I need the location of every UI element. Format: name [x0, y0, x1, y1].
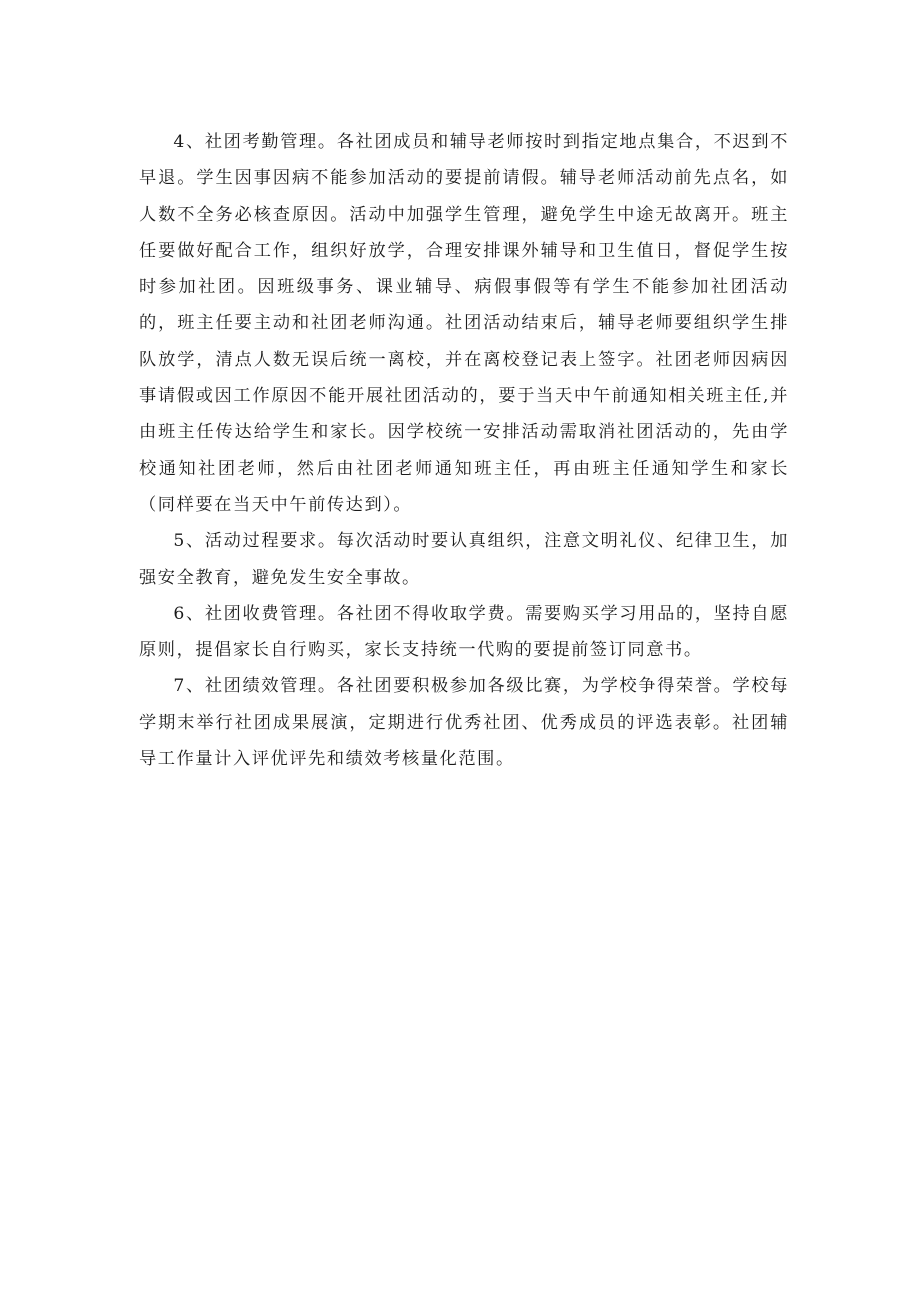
text-line: 知班主任，再由班主任通知学生和家长（同样要在当天中午前传达到）。 — [139, 458, 789, 515]
text-line: 于当天中午前通知相关班主任,并由班主任传达给学生和家长。因学校统一 — [139, 386, 789, 443]
text-line: 选表彰。社团辅导工作量计入评优评先和绩效考核量化范围。 — [139, 712, 790, 770]
text-line: 故离开。班主任要做好配合工作，组织好放学，合理安排课外辅导和卫生 — [139, 204, 789, 261]
paragraph-fee-management — [139, 596, 789, 669]
text-line: 誉。学校每学期末举行社团成果展演，定期进行优秀社团、优秀成员的评 — [139, 676, 789, 733]
text-line: 辅导老师要组织学生排队放学，清点人数无误后统一离校，并在离校登记 — [139, 313, 789, 370]
text-line: 5、活动过程要求。每次活动时要认真组织，注意文明礼仪、纪律卫生， — [173, 531, 771, 552]
text-line: 4、社团考勤管理。各社团成员和辅导老师按时到指定地点集合，不迟 — [173, 132, 752, 152]
text-line: 值日，督促学生按时参加社团。因班级事务、课业辅导、病假事假等有学 — [139, 240, 789, 298]
text-line: 表上签字。社团老师因病因事请假或因工作原因不能开展社团活动的，要 — [139, 349, 790, 407]
paragraph-activity-requirements — [139, 523, 789, 596]
paragraph-performance-management — [139, 668, 789, 777]
paragraph-attendance-management — [139, 124, 789, 523]
text-line: 加强安全教育，避免发生安全事故。 — [139, 531, 789, 588]
text-line: 点名，如人数不全务必核查原因。活动中加强学生管理，避免学生中途无 — [139, 168, 789, 225]
document-body — [139, 124, 789, 777]
text-line: 生不能参加社团活动的，班主任要主动和社团老师沟通。社团活动结束后， — [139, 277, 789, 334]
text-line: 6、社团收费管理。各社团不得收取学费。需要购买学习用品的，坚持 — [173, 603, 752, 624]
text-line: 到不早退。学生因事因病不能参加活动的要提前请假。辅导老师活动前先 — [139, 132, 789, 189]
text-line: 7、社团绩效管理。各社团要积极参加各级比赛，为学校争得荣 — [173, 676, 695, 697]
text-line: 安排活动需取消社团活动的，先由学校通知社团老师，然后由社团老师通 — [139, 422, 789, 479]
text-line: 自愿原则，提倡家长自行购买，家长支持统一代购的要提前签订同意书。 — [139, 603, 789, 661]
